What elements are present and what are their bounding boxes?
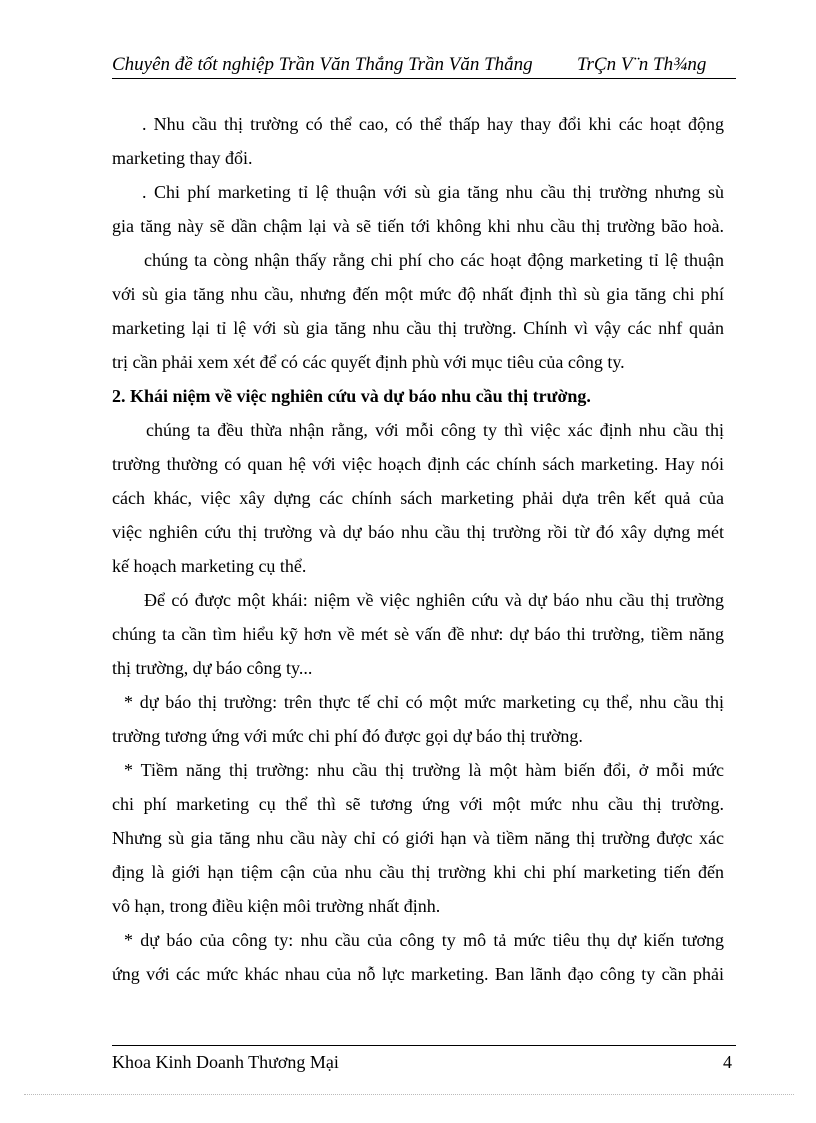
text-line: vô hạn, trong điều kiện môi trường nhất định.	[112, 896, 441, 916]
footer-department: Khoa Kinh Doanh Thương Mại	[112, 1052, 339, 1072]
text-line: việc nghiên cứu thị trường và dự báo nhu cầu thị trường rồi từ đó xây dựng mét	[112, 522, 724, 542]
header-title: Chuyên đề tốt nghiệp Trần Văn Thắng Trần Văn Thắng	[112, 54, 533, 75]
page-header	[112, 52, 736, 78]
text-line: gia tăng này sẽ dần chậm lại và sẽ tiến tới không khi nhu cầu thị trường bão hoà.	[112, 216, 724, 236]
header-author: TrÇn V¨n Th¾ng	[577, 54, 707, 75]
header-rule	[112, 78, 736, 79]
document-body	[112, 107, 724, 991]
text-line: * dự báo thị trường: trên thực tế chỉ có một mức marketing cụ thể, nhu cầu thị	[124, 692, 724, 712]
text-line: * dự báo của công ty: nhu cầu của công ty mô tả mức tiêu thụ dự kiến tương	[124, 930, 724, 950]
text-line: chúng ta đều thừa nhận rằng, với mỗi công ty thì việc xác định nhu cầu thị	[146, 420, 724, 440]
text-line: Để có được một khái: niệm về việc nghiên cứu và dự báo nhu cầu thị trường	[144, 590, 724, 610]
text-line: marketing lại tỉ lệ với sù gia tăng nhu cầu thị trường. Chính vì vậy các nhf quản	[112, 318, 724, 338]
page-edge-divider	[24, 1094, 794, 1095]
section-heading: 2. Khái niệm về việc nghiên cứu và dự báo nhu cầu thị trường.	[112, 386, 591, 406]
page-footer	[112, 1048, 736, 1076]
text-line: chúng ta cần tìm hiểu kỹ hơn về mét sè vấn đề như: dự báo thi trường, tiềm năng	[112, 624, 724, 644]
text-line: cách khác, việc xây dựng các chính sách marketing phải dựa trên kết quả của	[112, 488, 724, 508]
text-line: thị trường, dự báo công ty...	[112, 658, 313, 678]
text-line: trường tương ứng với mức chi phí đó được gọi dự báo thị trường.	[112, 726, 583, 746]
text-line: địng là giới hạn tiệm cận của nhu cầu thị trường khi chi phí marketing tiến đến	[112, 862, 724, 882]
text-line: Nhưng sù gia tăng nhu cầu này chỉ có giới hạn và tiềm năng thị trường được xác	[112, 828, 724, 848]
text-line: . Chi phí marketing tỉ lệ thuận với sù gia tăng nhu cầu thị trường nhưng sù	[142, 182, 724, 202]
text-line: ứng với các mức khác nhau của nỗ lực marketing. Ban lãnh đạo công ty cần phải	[112, 964, 724, 984]
text-line: . Nhu cầu thị trường có thể cao, có thể thấp hay thay đổi khi các hoạt động	[142, 114, 724, 134]
text-line: trường thường có quan hệ với việc hoạch định các chính sách marketing. Hay nói	[112, 454, 724, 474]
text-line: với sù gia tăng nhu cầu, nhưng đến một mức độ nhất định thì sù gia tăng chi phí	[112, 284, 724, 304]
page-number: 4	[723, 1052, 732, 1072]
text-line: trị cần phải xem xét để có các quyết định phù với mục tiêu của công ty.	[112, 352, 625, 372]
footer-rule	[112, 1045, 736, 1046]
text-line: kế hoạch marketing cụ thể.	[112, 556, 307, 576]
text-line: chi phí marketing cụ thể thì sẽ tương ứng với một mức nhu cầu thị trường.	[112, 794, 724, 814]
text-line: chúng ta còng nhận thấy rằng chi phí cho các hoạt động marketing tỉ lệ thuận	[144, 250, 724, 270]
text-line: * Tiềm năng thị trường: nhu cầu thị trường là một hàm biến đổi, ở mỗi mức	[124, 760, 724, 780]
text-line: marketing thay đổi.	[112, 148, 253, 168]
